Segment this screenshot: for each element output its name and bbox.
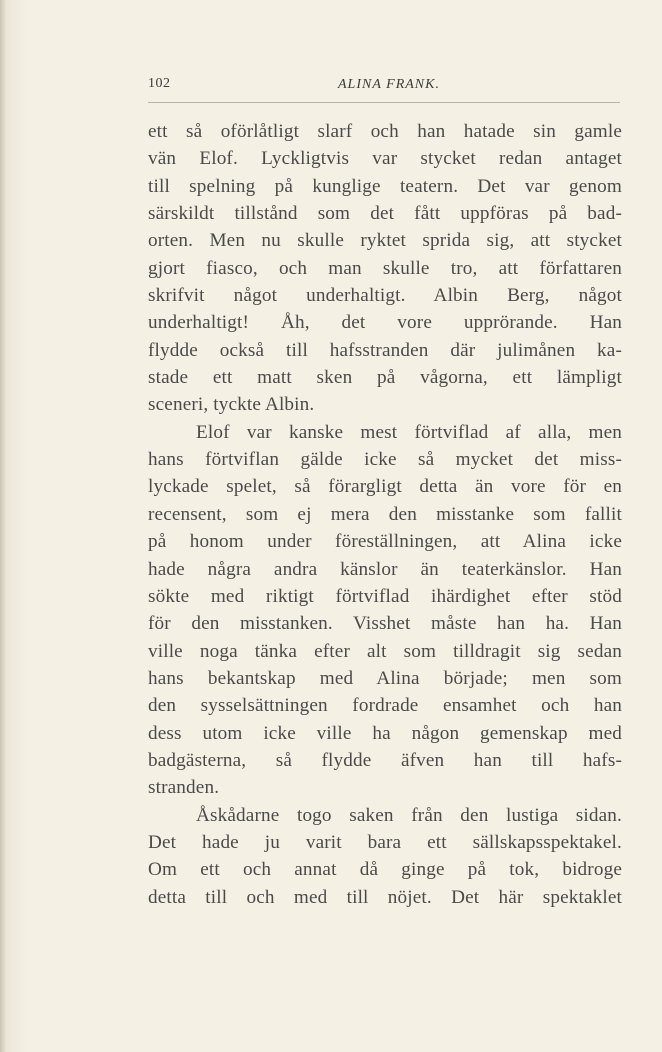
text-line: för den misstanken. Visshet måste han ha. Han [148,613,622,635]
text-line: lyckade spelet, så förargligt detta än vore för en [148,476,622,498]
text-line: Elof var kanske mest förtviflad af alla, men [196,421,622,443]
text-line: på honom under föreställningen, att Alina icke [148,531,622,553]
body-text [148,118,622,911]
running-head [148,76,620,100]
text-line: Åskådarne togo saken från den lustiga sidan. [196,804,622,826]
text-line: Om ett och annat då ginge på tok, bidroge [148,859,622,881]
header-rule [148,102,620,103]
text-line: ville noga tänka efter alt som tilldragit sig sedan [148,640,622,662]
text-line: sceneri, tyckte Albin. [148,394,315,416]
text-line: hans bekantskap med Alina började; men som [148,667,622,689]
text-line: sökte med riktigt förtviflad ihärdighet efter stöd [148,585,622,607]
text-line: orten. Men nu skulle ryktet sprida sig, att stycket [148,230,622,252]
paragraph [148,802,622,911]
text-line: recensent, som ej mera den misstanke som fallit [148,503,622,525]
text-line: dess utom icke ville ha någon gemenskap med [148,722,622,744]
text-line: skrifvit något underhaltigt. Albin Berg, något [148,285,622,307]
text-line: gjort fiasco, och man skulle tro, att författaren [148,257,622,279]
running-title: ALINA FRANK. [338,77,440,92]
text-line: hans förtviflan gälde icke så mycket det miss- [148,449,622,471]
text-line: badgästerna, så flydde äfven han till hafs- [148,749,622,771]
text-line: stranden. [148,777,220,799]
page-number: 102 [148,76,171,91]
text-line: hade några andra känslor än teaterkänslor. Han [148,558,622,580]
page-binding-edge [0,0,6,1052]
text-line: underhaltigt! Åh, det vore upprörande. Han [148,312,622,334]
text-line: till spelning på kunglige teatern. Det var genom [148,175,622,197]
paragraph [148,118,622,419]
text-line: särskildt tillstånd som det fått uppföras på bad- [148,203,622,225]
text-line: vän Elof. Lyckligtvis var stycket redan antaget [148,148,622,170]
text-line: detta till och med till nöjet. Det här spektaklet [148,886,622,908]
paragraph [148,419,622,802]
text-line: flydde också till hafsstranden där julimånen ka- [148,339,622,361]
text-line: ett så oförlåtligt slarf och han hatade sin gamle [148,121,622,142]
text-line: den sysselsättningen fordrade ensamhet och han [148,695,622,717]
text-line: stade ett matt sken på vågorna, ett lämpligt [148,367,622,389]
text-line: Det hade ju varit bara ett sällskapsspektakel. [148,831,622,853]
